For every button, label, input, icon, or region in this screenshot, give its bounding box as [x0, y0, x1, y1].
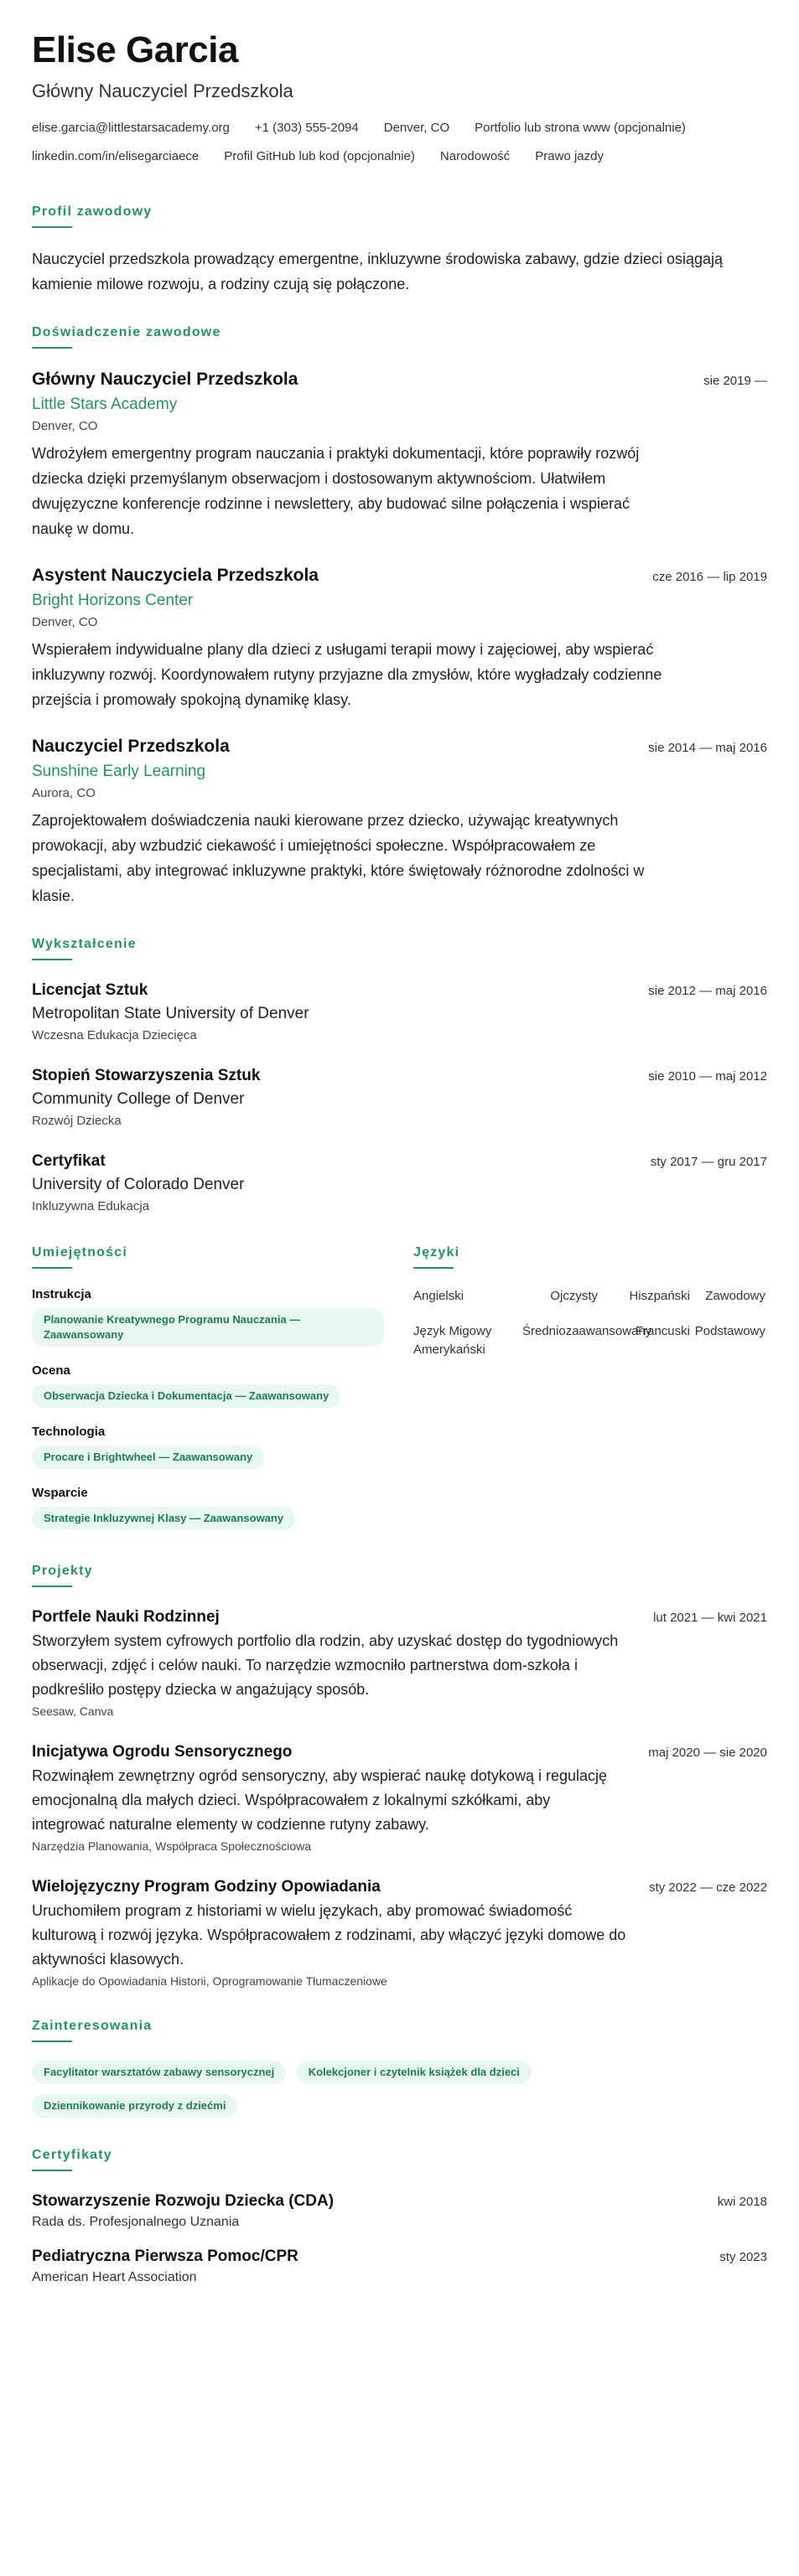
certificate-name: Stowarzyszenie Rozwoju Dziecka (CDA): [32, 2192, 335, 2210]
skills-languages-row: [32, 1217, 767, 1547]
project-tech: Narzędzia Planowania, Współpraca Społecznościowa: [32, 1839, 312, 1853]
contact-info: [32, 119, 767, 176]
project-title: Wielojęzyczny Program Godziny Opowiadania: [32, 1878, 381, 1896]
edu-field: Inkluzywna Edukacja: [32, 1199, 150, 1213]
interest-chip: Kolekcjoner i czytelnik książek dla dzieci: [297, 2061, 532, 2084]
project-tech: Seesaw, Canva: [32, 1704, 114, 1718]
skill-chip: Obserwacja Dziecka i Dokumentacja — Zaawansowany: [32, 1384, 340, 1408]
section-divider: [32, 1267, 72, 1269]
language-level: Podstawowy: [694, 1324, 765, 1338]
profile-section: [32, 204, 767, 297]
job-company: Little Stars Academy: [32, 396, 178, 413]
skill-category: Instrukcja: [32, 1287, 91, 1301]
project-description: Stworzyłem system cyfrowych portfolio dla rodzin, aby uzyskać dostęp do tygodniowych obserwacji, zdjęć i celów nauki. To narzędzie wzmocniło partnerstwa dom-szkoła i podkreśliło postępy dziecka w angażujący sposób.: [32, 1632, 619, 1698]
section-divider: [32, 347, 72, 349]
projects-section: [32, 1564, 767, 1990]
job-role: Asystent Nauczyciela Przedszkola: [32, 566, 319, 585]
experience-section: [32, 325, 767, 908]
skill-group: [32, 1287, 413, 1363]
edu-date: sie 2012 — maj 2016: [648, 984, 767, 998]
candidate-title: Główny Nauczyciel Przedszkola: [32, 80, 293, 101]
contact-nationality: Narodowość: [439, 149, 511, 163]
job-role: Główny Nauczyciel Przedszkola: [32, 370, 298, 389]
job-company: Sunshine Early Learning: [32, 763, 206, 780]
job-date: cze 2016 — lip 2019: [652, 570, 767, 584]
language-level: Ojczysty: [550, 1289, 598, 1303]
edu-school: University of Colorado Denver: [32, 1176, 245, 1193]
section-heading: Profil zawodowy: [32, 204, 153, 219]
skill-category: Wsparcie: [32, 1486, 88, 1500]
certificate-item: [32, 2190, 767, 2232]
skill-chip: Strategie Inkluzywnej Klasy — Zaawansowany: [32, 1507, 295, 1530]
job-description: Zaprojektowałem doświadczenia nauki kierowane przez dziecko, używając kreatywnych prowokacji, aby wzbudzić ciekawość i umiejętności społeczne. Współpracowałem ze specjalistami, aby integrować inkluzywne praktyki, które świętowały różnorodne zdolności w klasie.: [32, 812, 645, 904]
section-divider: [32, 226, 72, 228]
contact-linkedin[interactable]: linkedin.com/in/elisegarciaece: [32, 149, 200, 163]
contact-license: Prawo jazdy: [535, 149, 604, 163]
section-heading: Projekty: [32, 1564, 93, 1578]
contact-website[interactable]: Portfolio lub strona www (opcjonalnie): [475, 121, 686, 135]
project-title: Portfele Nauki Rodzinnej: [32, 1608, 220, 1626]
education-item: [32, 1150, 767, 1217]
job-date: sie 2014 — maj 2016: [648, 741, 767, 755]
edu-date: sty 2017 — gru 2017: [650, 1155, 767, 1169]
section-heading: Wykształcenie: [32, 937, 137, 951]
certificate-date: sty 2023: [719, 2250, 767, 2264]
language-name: Angielski: [413, 1289, 464, 1303]
contact-location: Denver, CO: [383, 121, 450, 135]
edu-date: sie 2010 — maj 2012: [648, 1069, 767, 1084]
job-description: Wspierałem indywidualne plany dla dzieci z usługami terapii mowy i zajęciowej, aby wspierać inkluzywny rozwój. Koordynowałem rutyny przyjazne dla zmysłów, które wygładzały codzienne przejścia i promowały spokojną dynamikę klasy.: [32, 641, 662, 708]
profile-summary: Nauczyciel przedszkola prowadzący emergentne, inkluzywne środowiska zabawy, gdzie dzieci osiągają kamienie milowe rozwoju, a rodziny czują się połączone.: [32, 251, 724, 292]
edu-degree: Licencjat Sztuk: [32, 981, 148, 999]
certificate-issuer: Rada ds. Profesjonalnego Uznania: [32, 2215, 240, 2229]
experience-item: [32, 563, 767, 712]
skill-category: Technologia: [32, 1425, 106, 1439]
interests-section: [32, 2019, 767, 2118]
contact-phone[interactable]: +1 (303) 555-2094: [254, 121, 359, 135]
interest-chip: Facylitator warsztatów zabawy sensorycznej: [32, 2061, 286, 2084]
certificates-section: [32, 2148, 767, 2287]
job-role: Nauczyciel Przedszkola: [32, 737, 230, 756]
language-name: Francuski: [635, 1324, 690, 1338]
experience-item: [32, 734, 767, 908]
section-divider: [32, 2041, 72, 2042]
language-level: Średniozaawansowany: [522, 1324, 652, 1338]
language-level: Zawodowy: [705, 1289, 765, 1303]
section-divider: [32, 1585, 72, 1587]
interests-list: [32, 2061, 619, 2118]
education-item: [32, 979, 767, 1046]
section-heading: Certyfikaty: [32, 2148, 112, 2162]
job-location: Denver, CO: [32, 615, 98, 629]
section-divider: [32, 2170, 72, 2171]
skill-chip: Planowanie Kreatywnego Programu Nauczania — Zaawansowany: [32, 1308, 384, 1347]
skill-chip: Procare i Brightwheel — Zaawansowany: [32, 1446, 264, 1469]
section-divider: [413, 1267, 454, 1269]
section-heading: Doświadczenie zawodowe: [32, 325, 221, 339]
education-section: [32, 937, 767, 1217]
certificate-name: Pediatryczna Pierwsza Pomoc/CPR: [32, 2248, 298, 2265]
section-divider: [32, 959, 72, 960]
job-company: Bright Horizons Center: [32, 592, 194, 609]
candidate-name: Elise Garcia: [32, 29, 238, 70]
edu-school: Metropolitan State University of Denver: [32, 1005, 309, 1022]
project-tech: Aplikacje do Opowiadania Historii, Oprogramowanie Tłumaczeniowe: [32, 1974, 387, 1988]
languages-list: [413, 1287, 765, 1376]
job-date: sie 2019 —: [703, 374, 767, 388]
contact-email[interactable]: elise.garcia@littlestarsacademy.org: [32, 121, 230, 135]
edu-field: Wczesna Edukacja Dziecięca: [32, 1028, 197, 1042]
job-location: Aurora, CO: [32, 786, 96, 800]
experience-item: [32, 367, 767, 541]
project-description: Uruchomiłem program z historiami w wielu językach, aby promować świadomość kulturową i rozwój języka. Współpracowałem z rodzinami, aby włączyć języki domowe do aktywności klasowych.: [32, 1902, 626, 1968]
resume-header: [32, 28, 767, 176]
edu-degree: Certyfikat: [32, 1152, 106, 1170]
education-item: [32, 1064, 767, 1131]
language-name: Hiszpański: [629, 1289, 690, 1303]
edu-degree: Stopień Stowarzyszenia Sztuk: [32, 1067, 261, 1084]
interest-chip: Dziennikowanie przyrody z dziećmi: [32, 2094, 237, 2118]
skills-section: [32, 1217, 413, 1547]
skill-group: [32, 1425, 413, 1486]
contact-github[interactable]: Profil GitHub lub kod (opcjonalnie): [224, 149, 415, 163]
language-name: Język Migowy Amerykański: [413, 1324, 492, 1357]
project-date: maj 2020 — sie 2020: [648, 1746, 767, 1760]
section-heading: Umiejętności: [32, 1245, 127, 1260]
certificate-item: [32, 2245, 767, 2287]
job-location: Denver, CO: [32, 419, 98, 433]
project-item: [32, 1875, 767, 1990]
project-item: [32, 1606, 767, 1720]
skill-group: [32, 1486, 413, 1547]
project-title: Inicjatywa Ogrodu Sensorycznego: [32, 1743, 293, 1761]
project-description: Rozwinąłem zewnętrzny ogród sensoryczny, aby wspierać naukę dotykową i regulację emocjonalną dla małych dzieci. Współpracowałem z lokalnymi szkółkami, aby integrować naturalne elementy w codzienne rutyny zabawy.: [32, 1767, 607, 1833]
skill-category: Ocena: [32, 1363, 70, 1378]
edu-school: Community College of Denver: [32, 1090, 245, 1108]
section-heading: Języki: [413, 1245, 460, 1260]
project-date: sty 2022 — cze 2022: [649, 1880, 767, 1895]
skill-group: [32, 1363, 413, 1425]
job-description: Wdrożyłem emergentny program nauczania i praktyki dokumentacji, które poprawiły rozwój dziecka dzięki przemyślanym obserwacjom i dostosowanym aktywnościom. Ułatwiłem dwujęzyczne konferencje rodzinne i newslettery, aby budować silne połączenia i wspierać naukę w domu.: [32, 445, 640, 537]
languages-section: [413, 1217, 765, 1547]
project-date: lut 2021 — kwi 2021: [653, 1611, 767, 1625]
certificate-date: kwi 2018: [717, 2195, 767, 2209]
edu-field: Rozwój Dziecka: [32, 1114, 122, 1128]
certificate-issuer: American Heart Association: [32, 2270, 197, 2284]
project-item: [32, 1741, 767, 1855]
section-heading: Zainteresowania: [32, 2019, 153, 2033]
